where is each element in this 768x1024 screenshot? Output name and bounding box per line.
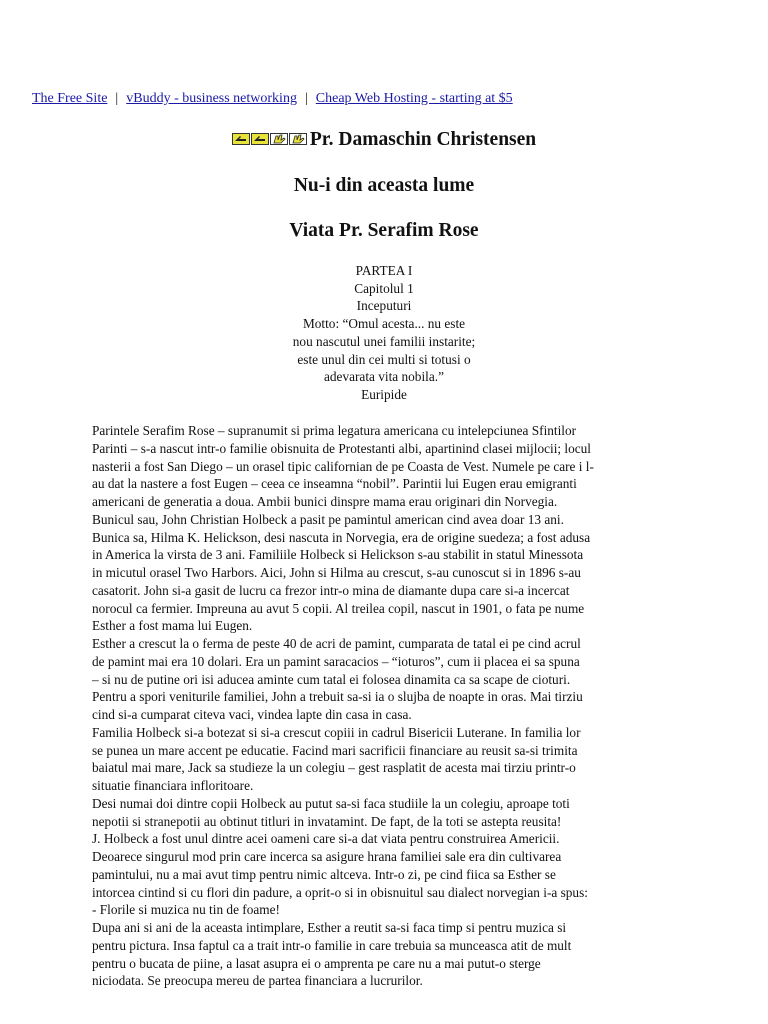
body-line: Bunicul sau, John Christian Holbeck a pasit pe pamintul american cind avea doar 13 ani. [92,511,564,527]
chapter-title: Inceputuri [356,298,412,314]
book-subtitle: Viata Pr. Serafim Rose [289,220,479,241]
body-line: nasterii a fost San Diego – un orasel tipic californian de pe Coasta de Vest. Numele pe care i l- [92,458,594,474]
motto-author: Euripide [361,386,407,402]
body-line: Deoarece singurul mod prin care incerca sa asigure hrana familiei sale era din cultivarea [92,849,562,864]
body-line: de pamint mai era 10 dolari. Era un pamint saracacios – “ioturos”, cum ii placea ei sa spuna [92,653,580,669]
hand-icon[interactable] [270,133,287,144]
body-line: pentru pictura. Insa faptul ca a trait intr-o familie in care trebuia sa munceasca atit de mult [92,937,572,953]
body-line: nepotii si stranepotii au obtinut titluri in invatamint. De fapt, de la toti se astepta reusita! [92,813,562,829]
author-name: Pr. Damaschin Christensen [309,129,537,150]
body-line: Desi numai doi dintre copii Holbeck au putut sa-si faca studiile la un colegiu, aproape toti [92,795,570,811]
body-line: pentru o bucata de piine, a lasat asupra ei o amprenta pe care nu a mai putut-o sterge [92,955,541,971]
body-line: casatorit. John si-a gasit de lucru ca frezor intr-o mina de diamante dupa care si-a incercat [92,582,570,598]
chapter-heading: Capitolul 1 [354,280,414,296]
body-line: norocul ca fermier. Impreuna au avut 5 copii. Al treilea copil, nascut in 1901, o fata pe nume [92,600,585,616]
body-text [92,422,672,990]
motto-line: nou nascutul unei familii instarite; [292,333,476,349]
part-heading: PARTEA I [355,263,413,278]
nav-link-cheap-web-hosting[interactable]: Cheap Web Hosting - starting at $5 [315,91,513,106]
pointer-hand-icon[interactable] [251,133,268,144]
nav-icons [232,132,308,146]
body-line: baiatul mai mare, Jack sa studieze la un colegiu – gest rasplatit de acesta mai tirziu printr-o [92,760,576,776]
book-title: Nu-i din aceasta lume [293,175,475,196]
motto-line: Motto: “Omul acesta... nu este [302,316,466,332]
body-line: Bunica sa, Hilma K. Helickson, desi nascuta in Norvegia, era de origine suedeza; a fost adusa [92,529,591,545]
motto-line: este unul din cei multi si totusi o [297,351,471,367]
body-line: Familia Holbeck si-a botezat si si-a crescut copiii in cadrul Bisericii Luterane. In familia lor [92,724,581,740]
body-line: in micutul orasel Two Harbors. Aici, John si Hilma au crescut, s-au cunoscut si in 1896 s-au [92,565,581,580]
body-line: intorcea cintind si cu flori din padure, a oprit-o si in obisnuitul sau dialect norvegian i-a spus: [92,884,588,900]
nav-link-vbuddy[interactable]: vBuddy - business networking [126,91,297,106]
body-line: Esther a fost mama lui Eugen. [92,618,253,634]
body-line: - Florile si muzica nu tin de foame! [92,902,280,918]
body-line: Pentru a spori veniturile familiei, John a trebuit sa-si ia o slujba de noapte in oras. Mai tirziu [92,689,583,705]
body-line: cind si-a cumparat citeva vaci, vindea lapte din casa in casa. [92,707,412,722]
body-line: situatie financiara infloritoare. [92,778,254,793]
body-line: niciodata. Se preocupa mereu de partea financiara a lucrurilor. [92,973,423,989]
body-line: se punea un mare accent pe educatie. Facind mari sacrificii financiare au reusit sa-si trimita [92,742,578,758]
icon-strip [232,132,308,146]
nav-link-the-free-site[interactable]: The Free Site [32,91,108,106]
hand-icon[interactable] [289,133,306,144]
author-heading [0,129,768,151]
body-line: – si nu de putine ori isi aducea aminte cum tatal ei folosea dinamita ca sa scape de cioturi. [92,671,571,687]
body-line: Parinti – s-a nascut intr-o familie obisnuita de Protestanti albi, apartinind clasei mijlocii; locul [92,440,591,456]
body-line: au dat la nastere a fost Eugen – ceea ce inseamna “nobil”. Parintii lui Eugen erau emigranti [92,476,577,492]
body-line: Dupa ani si ani de la aceasta intimplare, Esther a reutit sa-si faca timp si pentru muzica si [92,920,567,935]
top-nav [32,91,513,107]
nav-separator: | [304,91,308,106]
body-line: Esther a crescut la o ferma de peste 40 de acri de pamint, cumparata de tatal ei pe cind acrul [92,636,581,651]
epigraph [0,262,768,404]
pointer-hand-icon[interactable] [232,133,249,144]
nav-separator: | [115,91,119,106]
body-line: Parintele Serafim Rose – supranumit si prima legatura americana cu intelepciunea Sfintilor [92,423,577,438]
body-line: in America la virsta de 3 ani. Familiile Holbeck si Helickson s-au stabilit in statul Minessota [92,547,584,563]
body-line: pamintului, nu a mai avut timp pentru nimic altceva. Intr-o zi, pe cind fiica sa Esther se [92,866,556,882]
body-line: americani de generatia a doua. Ambii bunici dinspre mama erau originari din Norvegia. [92,494,558,509]
body-line: J. Holbeck a fost unul dintre acei oameni care si-a dat viata pentru construirea Americii. [92,831,560,847]
motto-line: adevarata vita nobila.” [324,369,444,385]
